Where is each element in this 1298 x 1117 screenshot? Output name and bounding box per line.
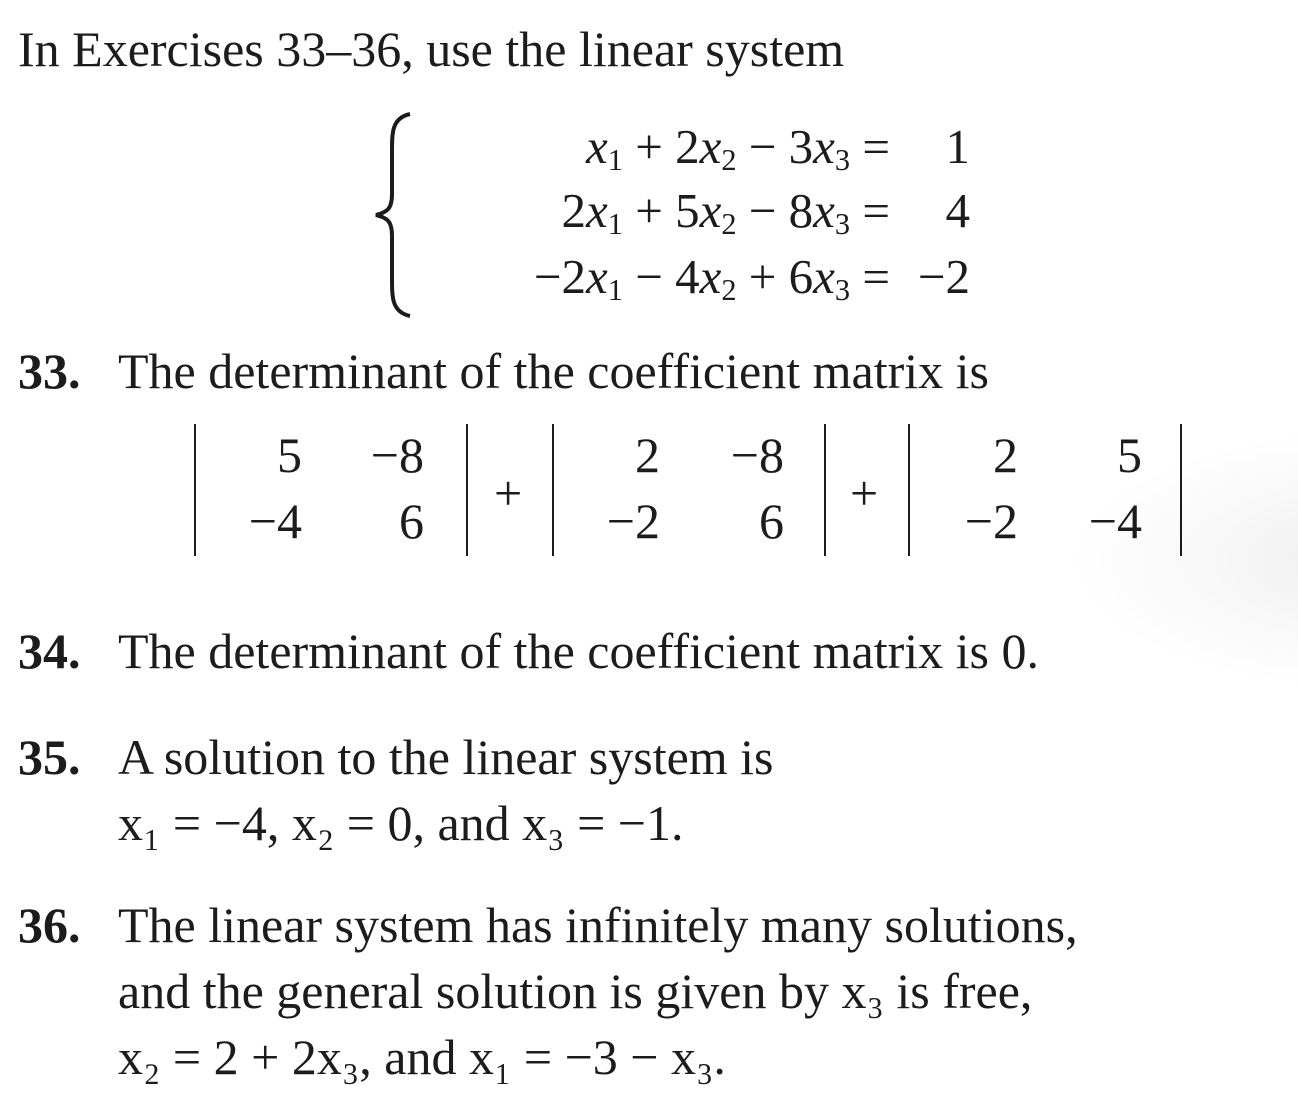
exercise-34-text: The determinant of the coefficient matrix is 0. (118, 623, 1039, 679)
equation-row-3-rhs: −2 (917, 249, 970, 304)
det-3-right-bar (1180, 424, 1182, 556)
exercise-36-line-1: The linear system has infinitely many solutions, (118, 897, 1078, 953)
exercise-34-number: 34. (18, 623, 81, 679)
det-2-cell: 6 (759, 493, 784, 549)
det-2-matrix (550, 427, 784, 549)
det-2-cell: −8 (730, 427, 784, 483)
det-1-matrix (190, 427, 424, 549)
exercise-35-number: 35. (18, 729, 81, 785)
det-3-matrix (906, 427, 1142, 549)
det-1-cell: −8 (370, 427, 424, 483)
det-3-cell: −4 (1088, 493, 1142, 549)
equation-row-2-lhs: 2x1 + 5x2 − 8x3 = (561, 183, 890, 241)
det-1-cell: 6 (399, 493, 424, 549)
plus-sign-1: + (494, 465, 523, 521)
det-2-cell: −2 (606, 493, 660, 549)
det-1-right-bar (466, 424, 468, 556)
det-3-cell: 5 (1117, 427, 1142, 483)
exercise-36-line-2: and the general solution is given by x₃ is free, (118, 963, 1033, 1019)
equation-row-3-lhs: −2x1 − 4x2 + 6x3 = (533, 249, 890, 307)
det-2-cell: 2 (635, 427, 660, 483)
det-1-cell: −4 (248, 493, 302, 549)
det-3-cell: 2 (993, 427, 1018, 483)
det-1-cell: 5 (277, 427, 302, 483)
exercise-36-number: 36. (18, 897, 81, 953)
exercise-33-number: 33. (18, 343, 81, 399)
exercise-35-line-1: A solution to the linear system is (118, 729, 774, 785)
intro-text: In Exercises 33–36, use the linear system (18, 21, 845, 77)
exercise-33-text: The determinant of the coefficient matrix is (118, 343, 989, 399)
equation-row-1-lhs: x1 + 2x2 − 3x3 = (586, 119, 890, 177)
det-3-cell: −2 (964, 493, 1018, 549)
det-2-right-bar (824, 424, 826, 556)
exercise-36-line-3: x₂ = 2 + 2x₃, and x₁ = −3 − x₃. (118, 1029, 726, 1085)
exercise-35-line-2: x₁ = −4, x₂ = 0, and x₃ = −1. (118, 795, 684, 851)
equation-row-2-rhs: 4 (945, 183, 970, 238)
equation-row-1-rhs: 1 (945, 119, 970, 174)
plus-sign-2: + (850, 465, 879, 521)
